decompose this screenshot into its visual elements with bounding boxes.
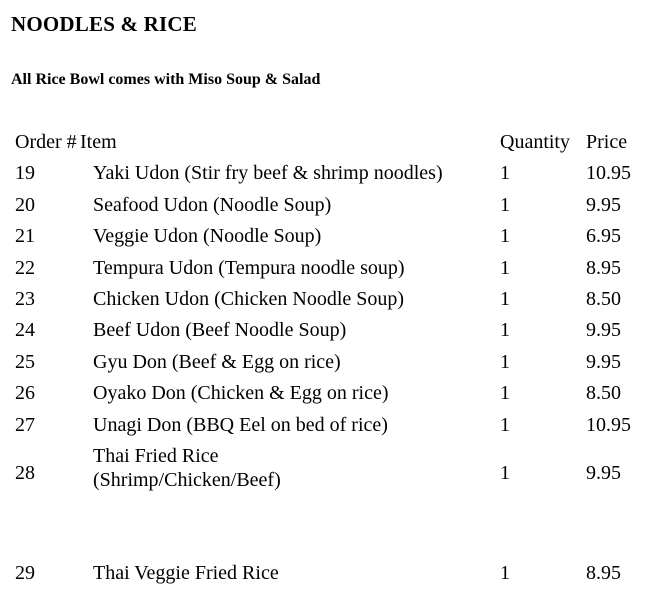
quantity-value: 1 bbox=[500, 562, 510, 584]
order-number: 22 bbox=[15, 257, 35, 279]
order-number: 29 bbox=[15, 562, 35, 584]
order-number: 28 bbox=[15, 462, 35, 484]
quantity-value: 1 bbox=[500, 382, 510, 404]
quantity-value: 1 bbox=[500, 225, 510, 247]
column-header-quantity: Quantity bbox=[500, 131, 570, 153]
order-number: 20 bbox=[15, 194, 35, 216]
price-value: 9.95 bbox=[586, 194, 621, 216]
order-number: 24 bbox=[15, 319, 35, 341]
menu-item-name: Yaki Udon (Stir fry beef & shrimp noodles) bbox=[93, 162, 443, 184]
price-value: 10.95 bbox=[586, 414, 631, 436]
price-value: 9.95 bbox=[586, 462, 621, 484]
column-header-price: Price bbox=[586, 131, 628, 153]
quantity-value: 1 bbox=[500, 351, 510, 373]
price-value: 9.95 bbox=[586, 319, 621, 341]
column-header-item: Item bbox=[80, 131, 117, 153]
column-header-order: Order # bbox=[15, 131, 77, 153]
price-value: 8.95 bbox=[586, 562, 621, 584]
order-number: 25 bbox=[15, 351, 35, 373]
order-number: 21 bbox=[15, 225, 35, 247]
menu-item-name: Seafood Udon (Noodle Soup) bbox=[93, 194, 332, 216]
price-value: 8.95 bbox=[586, 257, 621, 279]
quantity-value: 1 bbox=[500, 162, 510, 184]
quantity-value: 1 bbox=[500, 257, 510, 279]
menu-item-name: Thai Fried Rice (Shrimp/Chicken/Beef) bbox=[93, 445, 281, 491]
quantity-value: 1 bbox=[500, 194, 510, 216]
order-number: 23 bbox=[15, 288, 35, 310]
menu-item-name: Veggie Udon (Noodle Soup) bbox=[93, 225, 322, 247]
menu-item-name: Unagi Don (BBQ Eel on bed of rice) bbox=[93, 414, 388, 436]
quantity-value: 1 bbox=[500, 288, 510, 310]
menu-item-name: Tempura Udon (Tempura noodle soup) bbox=[93, 257, 405, 279]
order-number: 19 bbox=[15, 162, 35, 184]
menu-item-name: Oyako Don (Chicken & Egg on rice) bbox=[93, 382, 389, 404]
menu-item-name: Thai Veggie Fried Rice bbox=[93, 562, 279, 584]
price-value: 10.95 bbox=[586, 162, 631, 184]
price-value: 6.95 bbox=[586, 225, 621, 247]
quantity-value: 1 bbox=[500, 414, 510, 436]
menu-item-name: Gyu Don (Beef & Egg on rice) bbox=[93, 351, 341, 373]
quantity-value: 1 bbox=[500, 319, 510, 341]
section-subtitle: All Rice Bowl comes with Miso Soup & Salad bbox=[11, 71, 321, 88]
price-value: 9.95 bbox=[586, 351, 621, 373]
price-value: 8.50 bbox=[586, 382, 621, 404]
order-number: 26 bbox=[15, 382, 35, 404]
section-title: NOODLES & RICE bbox=[11, 12, 197, 36]
order-number: 27 bbox=[15, 414, 35, 436]
price-value: 8.50 bbox=[586, 288, 621, 310]
menu-item-name: Chicken Udon (Chicken Noodle Soup) bbox=[93, 288, 405, 310]
menu-item-name: Beef Udon (Beef Noodle Soup) bbox=[93, 319, 347, 341]
quantity-value: 1 bbox=[500, 462, 510, 484]
